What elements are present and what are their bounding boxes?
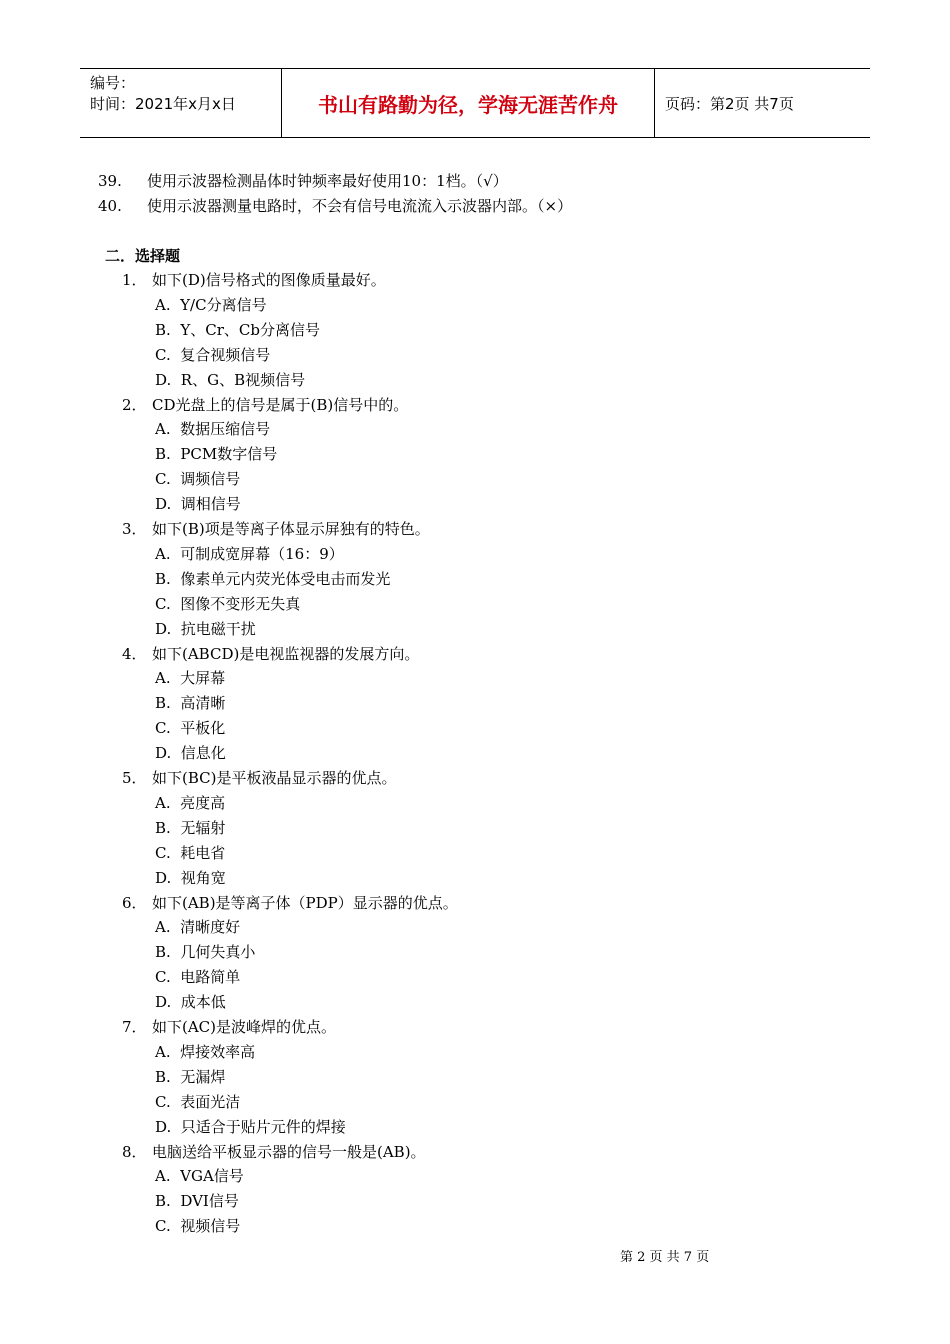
judgment-text: 使用示波器测量电路时，不会有信号电流流入示波器内部。（×） bbox=[147, 197, 573, 215]
option-item: C. 电路简单 bbox=[155, 968, 241, 987]
option-item: C. 调频信号 bbox=[155, 470, 241, 489]
question-text: 如下(D)信号格式的图像质量最好。 bbox=[152, 271, 386, 289]
option-item: B. DVI信号 bbox=[155, 1192, 239, 1211]
option-item: C. 视频信号 bbox=[155, 1217, 241, 1236]
question-text: 电脑送给平板显示器的信号一般是(AB)。 bbox=[152, 1142, 426, 1161]
option-item: D. 成本低 bbox=[155, 993, 226, 1012]
header-page-info: 页码：第2页 共7页 bbox=[665, 94, 794, 113]
option-item: A. 大屏幕 bbox=[155, 669, 226, 688]
option-item: A. 数据压缩信号 bbox=[155, 420, 271, 439]
question-number: 1． bbox=[122, 271, 147, 289]
judgment-number: 40. bbox=[98, 197, 122, 215]
question-text: CD光盘上的信号是属于(B)信号中的。 bbox=[152, 395, 409, 414]
option-item: C. 耗电省 bbox=[155, 843, 226, 862]
option-item: C. 表面光洁 bbox=[155, 1092, 241, 1111]
option-item: B. 像素单元内荧光体受电击而发光 bbox=[155, 569, 391, 588]
option-item: C. 复合视频信号 bbox=[155, 345, 271, 364]
question-text: 如下(AC)是波峰焊的优点。 bbox=[152, 1018, 337, 1036]
option-item: B. 几何失真小 bbox=[155, 943, 256, 962]
question-number: 8． bbox=[122, 1142, 147, 1161]
option-item: D. 调相信号 bbox=[155, 495, 241, 514]
option-item: B. 高清晰 bbox=[155, 694, 226, 713]
section-title: 二．选择题 bbox=[105, 247, 181, 265]
option-item: B. PCM数字信号 bbox=[155, 445, 278, 464]
question-text: 如下(B)项是等离子体显示屏独有的特色。 bbox=[152, 520, 430, 538]
option-item: B. 无漏焊 bbox=[155, 1067, 226, 1086]
option-item: D. 只适合于贴片元件的焊接 bbox=[155, 1117, 346, 1136]
question-number: 2． bbox=[122, 395, 147, 414]
header-motto: 书山有路勤为径，学海无涯苦作舟 bbox=[282, 69, 655, 137]
question-number: 7． bbox=[122, 1018, 147, 1036]
question-text: 如下(AB)是等离子体（PDP）显示器的优点。 bbox=[152, 893, 458, 912]
question-number: 6． bbox=[122, 893, 147, 912]
option-item: A. Y/C分离信号 bbox=[155, 295, 267, 314]
option-item: D. 视角宽 bbox=[155, 868, 226, 887]
question-number: 4． bbox=[122, 644, 147, 663]
question-number: 3． bbox=[122, 520, 147, 538]
option-item: A. 焊接效率高 bbox=[155, 1042, 256, 1061]
option-item: A. VGA信号 bbox=[155, 1167, 244, 1186]
header-meta bbox=[80, 69, 282, 137]
doc-time-label: 时间：2021年x月x日 bbox=[90, 95, 236, 113]
option-item: A. 可制成宽屏幕（16：9） bbox=[155, 544, 344, 563]
doc-id-label: 编号： bbox=[90, 74, 136, 92]
question-number: 5． bbox=[122, 769, 147, 787]
option-item: D. R、G、B视频信号 bbox=[155, 370, 306, 389]
option-item: C. 图像不变形无失真 bbox=[155, 594, 301, 613]
option-item: A. 亮度高 bbox=[155, 793, 226, 812]
option-item: D. 信息化 bbox=[155, 744, 226, 763]
option-item: A. 清晰度好 bbox=[155, 918, 241, 937]
option-item: C. 平板化 bbox=[155, 719, 226, 738]
question-text: 如下(ABCD)是电视监视器的发展方向。 bbox=[152, 644, 420, 663]
judgment-number: 39. bbox=[98, 172, 122, 190]
page-header bbox=[80, 68, 870, 138]
option-item: D. 抗电磁干扰 bbox=[155, 619, 256, 638]
option-item: B. 无辐射 bbox=[155, 818, 226, 837]
page-footer: 第 2 页 共 7 页 bbox=[620, 1250, 710, 1265]
question-text: 如下(BC)是平板液晶显示器的优点。 bbox=[152, 769, 397, 787]
judgment-text: 使用示波器检测晶体时钟频率最好使用10：1档。（√） bbox=[147, 172, 508, 190]
option-item: B. Y、Cr、Cb分离信号 bbox=[155, 320, 320, 339]
